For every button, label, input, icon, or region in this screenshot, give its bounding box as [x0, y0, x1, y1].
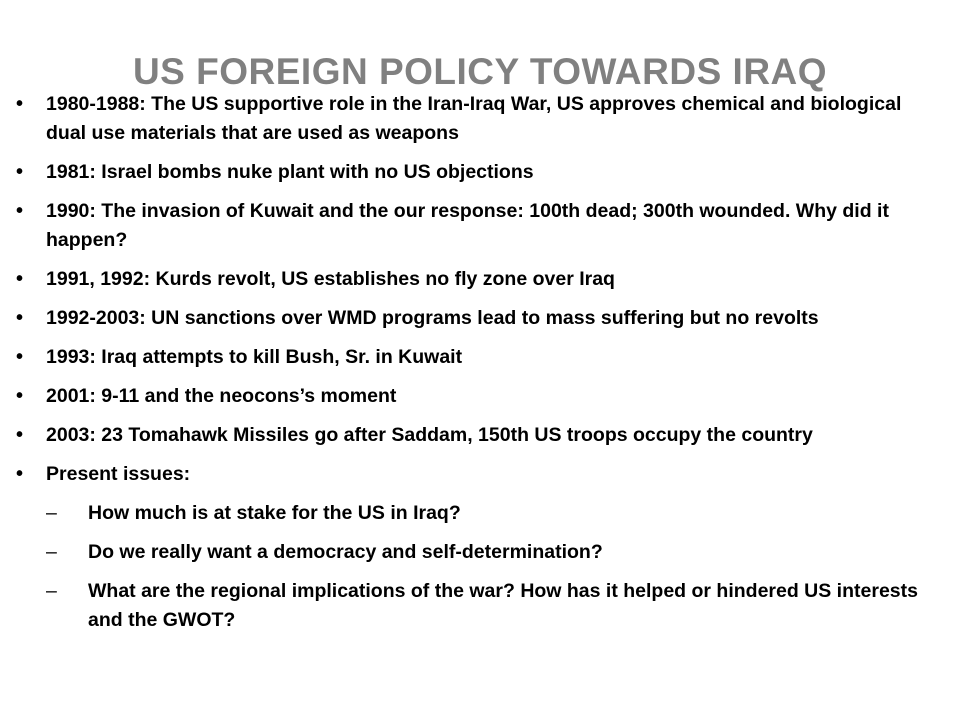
sub-bullet-item: [46, 577, 926, 635]
bullet-text: 1993: Iraq attempts to kill Bush, Sr. in Kuwait: [46, 346, 463, 368]
bullet-item: [16, 382, 926, 411]
bullet-text: 1992-2003: UN sanctions over WMD programs lead to mass suffering but no revolts: [46, 307, 819, 329]
bullet-marker: •: [16, 307, 24, 329]
bullet-item: [16, 90, 926, 148]
bullet-text: 1980-1988: The US supportive role in the Iran-Iraq War, US approves chemical and biological dual use materials that are used as weapons: [46, 93, 902, 144]
sub-bullet-item: [46, 499, 926, 528]
bullet-marker: •: [16, 463, 24, 485]
bullet-text: 1981: Israel bombs nuke plant with no US objections: [46, 161, 534, 183]
dash-marker: –: [46, 541, 57, 563]
sub-bullet-group: [46, 499, 926, 635]
bullet-marker: •: [16, 161, 24, 183]
sub-bullet-item: [46, 538, 926, 567]
bullet-marker: •: [16, 385, 24, 407]
dash-marker: –: [46, 502, 57, 524]
bullet-text: 1990: The invasion of Kuwait and the our response: 100th dead; 300th wounded. Why did it happen?: [46, 200, 889, 251]
bullet-list: [16, 90, 926, 645]
bullet-item: [16, 197, 926, 255]
bullet-text: 2001: 9-11 and the neocons’s moment: [46, 385, 397, 407]
bullet-item: [16, 343, 926, 372]
bullet-marker: •: [16, 268, 24, 290]
bullet-text: Present issues:: [46, 463, 191, 485]
sub-bullet-text: Do we really want a democracy and self-determination?: [88, 541, 603, 563]
bullet-item: [16, 460, 926, 489]
bullet-marker: •: [16, 346, 24, 368]
sub-bullet-list: [46, 499, 926, 635]
dash-marker: –: [46, 580, 57, 602]
bullet-item: [16, 421, 926, 450]
bullet-item: [16, 265, 926, 294]
bullet-marker: •: [16, 200, 24, 222]
bullet-text: 1991, 1992: Kurds revolt, US establishes no fly zone over Iraq: [46, 268, 615, 290]
bullet-item: [16, 304, 926, 333]
bullet-marker: •: [16, 93, 24, 115]
sub-bullet-text: How much is at stake for the US in Iraq?: [88, 502, 461, 524]
bullet-text: 2003: 23 Tomahawk Missiles go after Saddam, 150th US troops occupy the country: [46, 424, 813, 446]
slide-title: US FOREIGN POLICY TOWARDS IRAQ: [132, 51, 828, 92]
sub-bullet-text: What are the regional implications of the war? How has it helped or hindered US interests and the GWOT?: [88, 580, 918, 631]
bullet-marker: •: [16, 424, 24, 446]
bullet-item: [16, 158, 926, 187]
